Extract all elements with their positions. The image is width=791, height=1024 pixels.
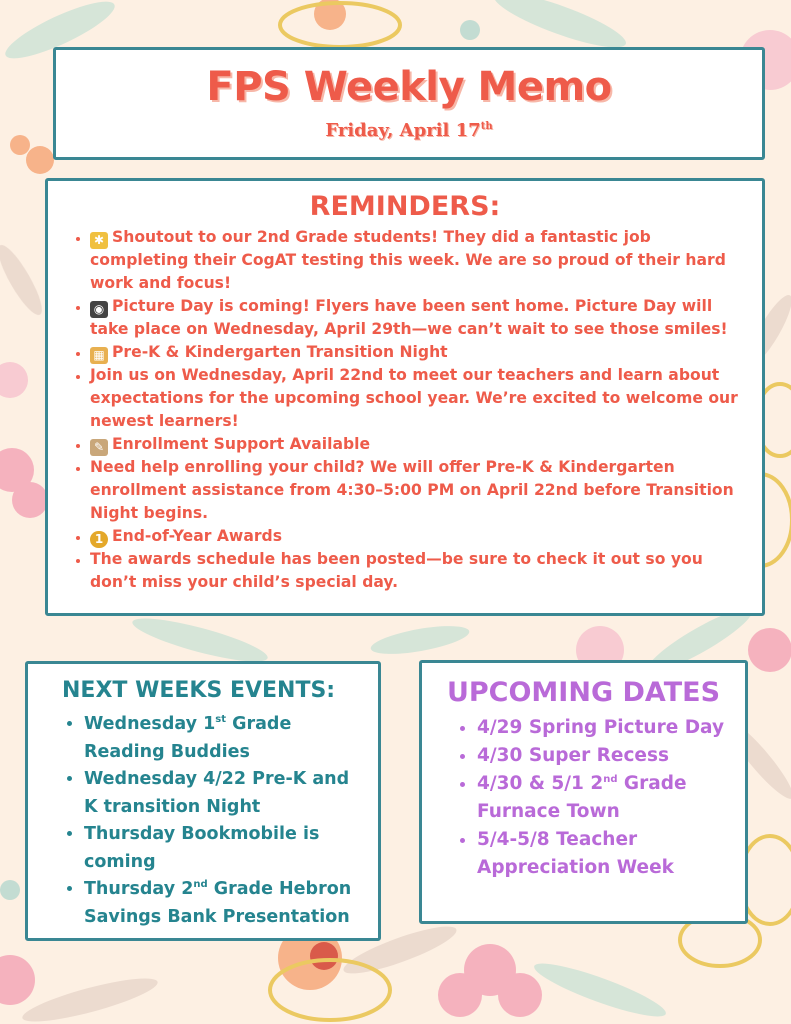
upcoming-heading: UPCOMING DATES: [446, 677, 721, 708]
event-text-post: Grade Reading Buddies: [84, 714, 292, 762]
date-text-pre: 4/30 & 5/1 2: [477, 773, 604, 794]
date-text-sup: nd: [603, 773, 618, 785]
reminder-text: Picture Day is coming! Flyers have been sent home. Picture Day will take place on Wednesday, April 29th—we can’t wait to see those smiles!: [90, 297, 728, 338]
page-title: FPS Weekly Memo: [206, 64, 612, 110]
list-item: [84, 876, 368, 931]
reminders-list: [48, 226, 762, 594]
medal-icon: 1: [90, 531, 108, 548]
camera-flash-icon: ◉: [90, 301, 108, 318]
party-popper-icon: ✱: [90, 232, 108, 249]
list-item: [477, 770, 735, 826]
list-item: [90, 295, 750, 341]
upcoming-list: [422, 714, 745, 882]
list-item: [477, 742, 735, 770]
event-text-sup: nd: [193, 879, 208, 891]
school-building-icon: ▦: [90, 347, 108, 364]
event-text-pre: Wednesday 1: [84, 714, 216, 734]
list-item: [84, 766, 368, 821]
event-text-sup: st: [215, 714, 227, 726]
memo-date-text: Friday, April 17: [325, 120, 481, 141]
memo-pencil-icon: ✎: [90, 439, 108, 456]
next-week-list: [28, 711, 378, 931]
list-item: [90, 525, 750, 548]
date-text-pre: 4/29 Spring Picture Day: [477, 717, 725, 738]
event-text-pre: Thursday Bookmobile is coming: [84, 824, 320, 872]
date-text-pre: 4/30 Super Recess: [477, 745, 669, 766]
reminder-text: The awards schedule has been posted—be sure to check it out so you don’t miss your child’s special day.: [90, 550, 703, 591]
list-item: [90, 548, 750, 594]
event-text-pre: Wednesday 4/22 Pre-K and K transition Night: [84, 769, 350, 817]
list-item: [90, 433, 750, 456]
reminder-text: End-of-Year Awards: [112, 527, 282, 545]
next-week-heading: NEXT WEEKS EVENTS:: [62, 678, 336, 703]
list-item: [90, 456, 750, 525]
reminders-card: [45, 178, 765, 616]
memo-date: [56, 120, 762, 141]
reminder-text: Need help enrolling your child? We will offer Pre-K & Kindergarten enrollment assistance from 4:30–5:00 PM on April 22nd before Transition Night begins.: [90, 458, 734, 522]
date-text-post: Grade Furnace Town: [477, 773, 687, 822]
list-item: [90, 364, 750, 433]
date-text-pre: 5/4-5/8 Teacher Appreciation Week: [477, 829, 674, 878]
reminder-text: Enrollment Support Available: [112, 435, 371, 453]
memo-date-suffix: th: [480, 121, 493, 132]
reminder-text: Pre-K & Kindergarten Transition Night: [112, 343, 448, 361]
reminder-text: Shoutout to our 2nd Grade students! They did a fantastic job completing their CogAT testing this week. We are so proud of their hard work and focus!: [90, 228, 726, 292]
title-card: [53, 47, 765, 160]
reminders-heading: REMINDERS:: [309, 191, 501, 222]
reminder-text: Join us on Wednesday, April 22nd to meet our teachers and learn about expectations for the upcoming school year. We’re excited to welcome our newest learners!: [90, 366, 738, 430]
list-item: [477, 714, 735, 742]
next-week-events-card: [25, 661, 381, 941]
upcoming-dates-card: [419, 660, 748, 924]
list-item: [477, 826, 735, 882]
event-text-pre: Thursday 2: [84, 879, 194, 899]
list-item: [90, 341, 750, 364]
list-item: [84, 821, 368, 876]
event-text-post: Grade Hebron Savings Bank Presentation: [84, 879, 352, 927]
list-item: [90, 226, 750, 295]
list-item: [84, 711, 368, 766]
